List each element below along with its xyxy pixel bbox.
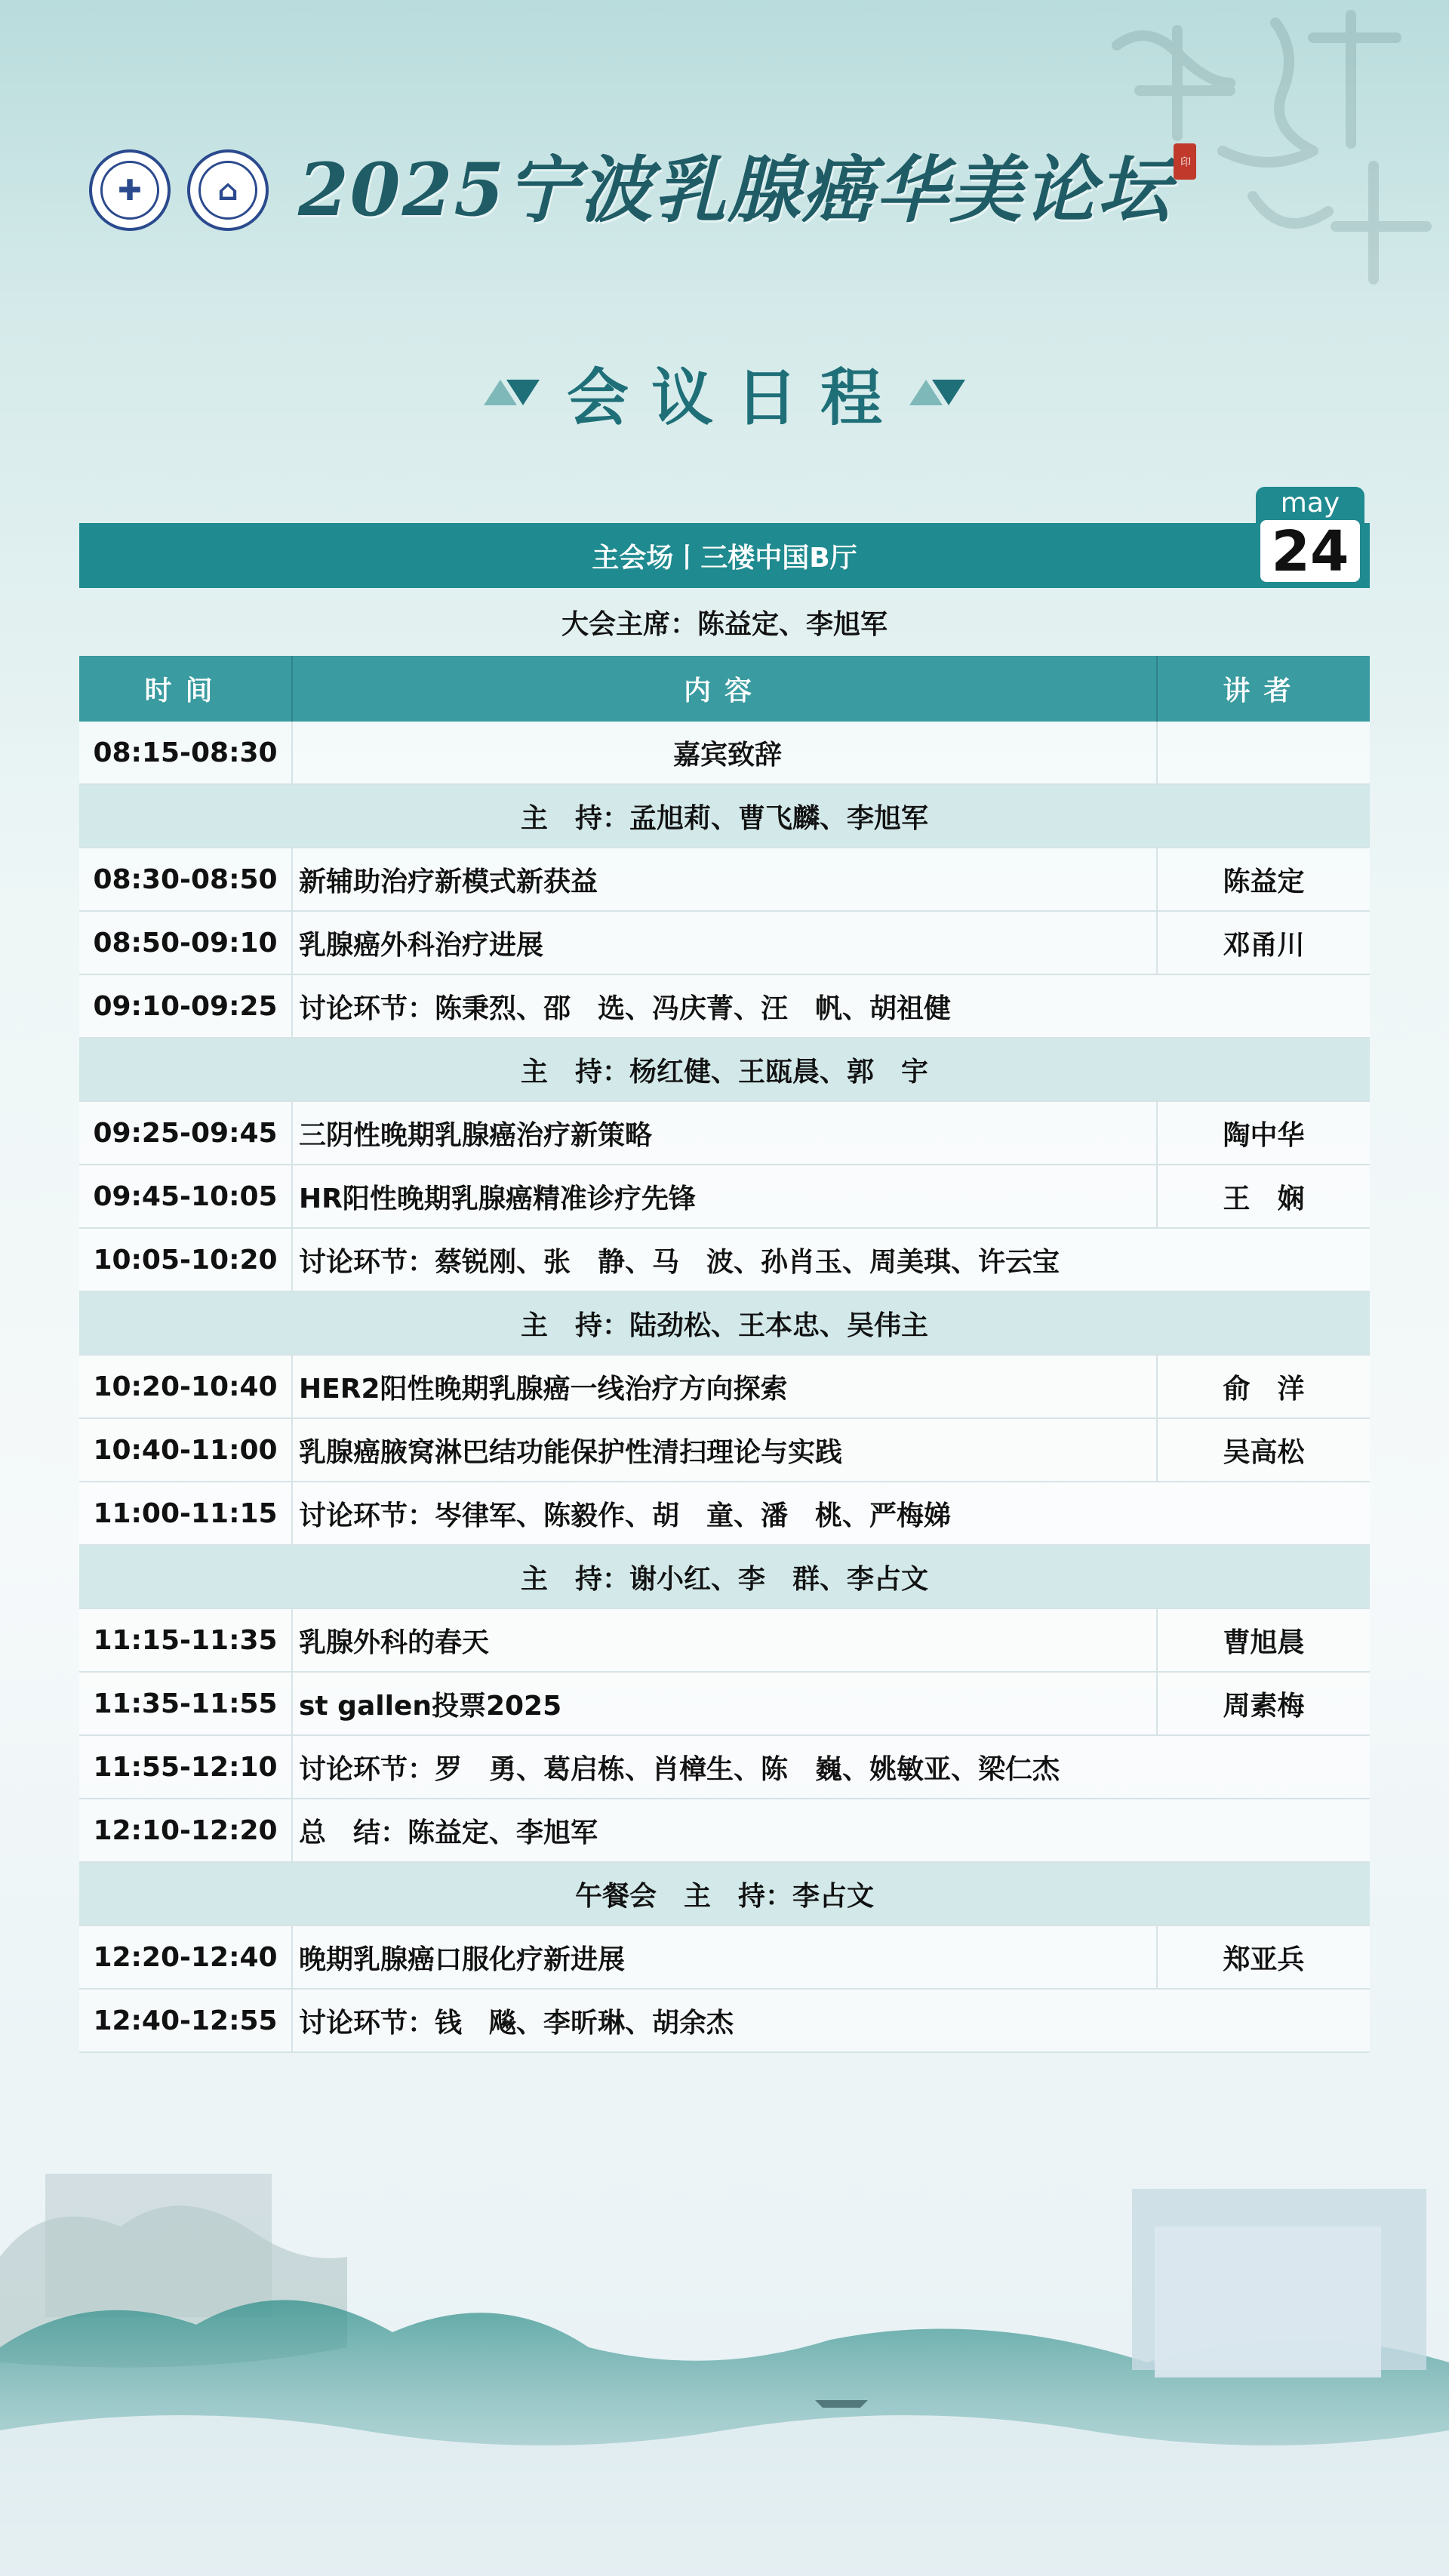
time-slot: 08:15-08:30 [79, 722, 292, 784]
agenda-item-row [79, 1101, 1370, 1165]
time-slot: 09:25-09:45 [79, 1101, 292, 1165]
time-slot: 12:10-12:20 [79, 1799, 292, 1862]
time-slot: 12:40-12:55 [79, 1989, 292, 2052]
session-host-text: 主 持：孟旭莉、曹飞麟、李旭军 [79, 784, 1370, 848]
discussion-row [79, 974, 1370, 1038]
main-venue-label: 主会场丨三楼中国B厅 [592, 542, 857, 574]
speaker-name [1157, 722, 1370, 784]
talk-title: st gallen投票2025 [292, 1672, 1157, 1735]
time-slot: 10:20-10:40 [79, 1355, 292, 1418]
talk-title: 乳腺外科的春天 [292, 1608, 1157, 1672]
session-host-text: 主 持：杨红健、王瓯晨、郭 宇 [79, 1038, 1370, 1101]
time-slot: 11:15-11:35 [79, 1608, 292, 1672]
agenda-item-row [79, 722, 1370, 784]
schedule-table [79, 656, 1370, 2053]
agenda-item-row [79, 1355, 1370, 1418]
speaker-name: 俞 洋 [1157, 1355, 1370, 1418]
talk-title: 乳腺癌腋窝淋巴结功能保护性清扫理论与实践 [292, 1418, 1157, 1482]
time-slot: 09:45-10:05 [79, 1165, 292, 1228]
discussion-row [79, 1799, 1370, 1862]
discussion-row [79, 1989, 1370, 2052]
session-host-row [79, 1545, 1370, 1608]
session-host-text: 主 持：谢小红、李 群、李占文 [79, 1545, 1370, 1608]
talk-title: HR阳性晚期乳腺癌精准诊疗先锋 [292, 1165, 1157, 1228]
speaker-name: 陈益定 [1157, 848, 1370, 911]
discussion-text: 讨论环节：岑律军、陈毅作、胡 童、潘 桃、严梅娣 [292, 1482, 1370, 1545]
time-slot: 11:00-11:15 [79, 1482, 292, 1545]
talk-title: 晚期乳腺癌口服化疗新进展 [292, 1925, 1157, 1989]
discussion-text: 讨论环节：罗 勇、葛启栋、肖樟生、陈 巍、姚敏亚、梁仁杰 [292, 1735, 1370, 1799]
date-day: 24 [1260, 520, 1360, 582]
discussion-text: 讨论环节：钱 飚、李昕琳、胡余杰 [292, 1989, 1370, 2052]
discussion-row [79, 1228, 1370, 1291]
schedule-body [79, 722, 1370, 2052]
discussion-text: 讨论环节：蔡锐刚、张 静、马 波、孙肖玉、周美琪、许云宝 [292, 1228, 1370, 1291]
speaker-name: 王 娴 [1157, 1165, 1370, 1228]
agenda-item-row [79, 1672, 1370, 1735]
medical-cross-icon: ✚ [100, 161, 159, 220]
conference-chairman [79, 588, 1370, 656]
agenda-item-row [79, 848, 1370, 911]
column-header-time: 时间 [79, 656, 292, 722]
column-header-speaker: 讲者 [1157, 656, 1370, 722]
time-slot: 10:05-10:20 [79, 1228, 292, 1291]
session-host-text: 午餐会 主 持：李占文 [79, 1862, 1370, 1925]
time-slot: 08:30-08:50 [79, 848, 292, 911]
discussion-row [79, 1482, 1370, 1545]
session-host-row [79, 1862, 1370, 1925]
talk-title: 嘉宾致辞 [292, 722, 1157, 784]
speaker-name: 周素梅 [1157, 1672, 1370, 1735]
speaker-name: 吴高松 [1157, 1418, 1370, 1482]
red-seal-stamp: 印 [1174, 143, 1196, 180]
talk-title: 三阴性晚期乳腺癌治疗新策略 [292, 1101, 1157, 1165]
main-venue-bar [79, 523, 1370, 588]
date-month: may [1280, 488, 1340, 519]
agenda-title: 会议日程 [566, 362, 905, 434]
agenda-item-row [79, 1925, 1370, 1989]
agenda-heading [0, 351, 1449, 434]
time-slot: 10:40-11:00 [79, 1418, 292, 1482]
talk-title: 新辅助治疗新模式新获益 [292, 848, 1157, 911]
session-host-row [79, 1038, 1370, 1101]
time-slot: 11:35-11:55 [79, 1672, 292, 1735]
session-host-text: 主 持：陆劲松、王本忠、吴伟主 [79, 1291, 1370, 1355]
discussion-text: 讨论环节：陈秉烈、邵 选、冯庆菁、汪 帆、胡祖健 [292, 974, 1370, 1038]
time-slot: 12:20-12:40 [79, 1925, 292, 1989]
date-badge [1256, 487, 1364, 586]
discussion-row [79, 1735, 1370, 1799]
agenda-item-row [79, 1165, 1370, 1228]
time-slot: 11:55-12:10 [79, 1735, 292, 1799]
time-slot: 08:50-09:10 [79, 911, 292, 974]
forum-title: 2025宁波乳腺癌华美论坛 [298, 147, 1172, 232]
session-host-row [79, 784, 1370, 848]
agenda-item-row [79, 1608, 1370, 1672]
column-header-content: 内容 [292, 656, 1157, 722]
talk-title: HER2阳性晚期乳腺癌一线治疗方向探索 [292, 1355, 1157, 1418]
agenda-item-row [79, 1418, 1370, 1482]
discussion-text: 总 结：陈益定、李旭军 [292, 1799, 1370, 1862]
speaker-name: 曹旭晨 [1157, 1608, 1370, 1672]
speaker-name: 郑亚兵 [1157, 1925, 1370, 1989]
speaker-name: 邓甬川 [1157, 911, 1370, 974]
building-emblem-icon: ⌂ [198, 161, 257, 220]
hospital-logo-left [89, 149, 171, 231]
triangle-decoration-icon [909, 380, 965, 405]
time-slot: 09:10-09:25 [79, 974, 292, 1038]
forum-header [83, 143, 1191, 242]
university-logo-right [187, 149, 269, 231]
speaker-name: 陶中华 [1157, 1101, 1370, 1165]
talk-title: 乳腺癌外科治疗进展 [292, 911, 1157, 974]
ink-landscape-decoration [0, 2106, 1449, 2576]
chairman-text: 大会主席：陈益定、李旭军 [561, 608, 888, 640]
agenda-item-row [79, 911, 1370, 974]
triangle-decoration-icon [484, 380, 540, 405]
session-host-row [79, 1291, 1370, 1355]
table-header-row [79, 656, 1370, 722]
